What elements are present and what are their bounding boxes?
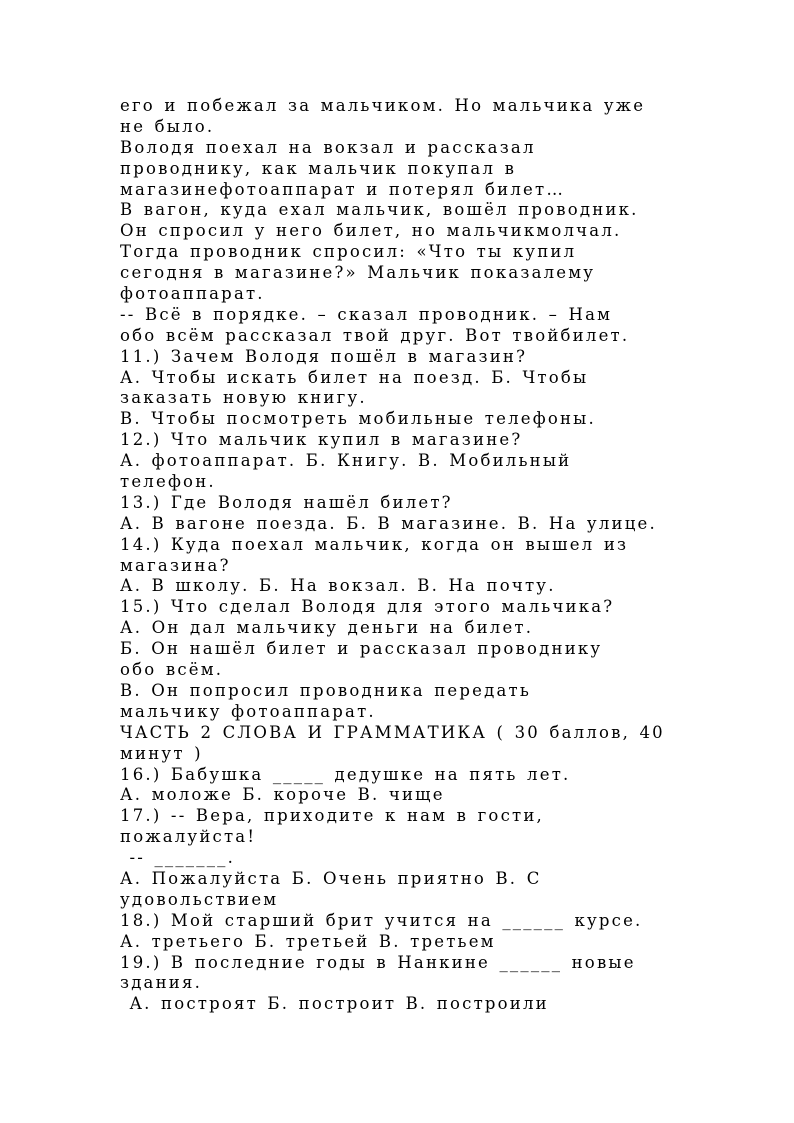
question-18: 18.) Мой старший брит учится на ______ курсе. <box>120 910 643 930</box>
question-17: 17.) -- Вера, приходите к нам в гости, <box>120 806 544 826</box>
question-14: магазина? <box>120 555 231 575</box>
question-14: 14.) Куда поехал мальчик, когда он вышел из <box>120 534 629 554</box>
answer-options: В. Он попросил проводника передать <box>120 680 532 700</box>
question-19: здания. <box>120 973 203 993</box>
document-body <box>120 96 690 1015</box>
answer-options: Б. Он нашёл билет и рассказал проводнику <box>120 639 603 659</box>
text-line: В вагон, куда ехал мальчик, вошёл проводник. <box>120 200 639 220</box>
answer-options: В. Чтобы посмотреть мобильные телефоны. <box>120 409 596 429</box>
answer-options: А. В школу. Б. На вокзал. В. На почту. <box>120 576 556 596</box>
question-19: 19.) В последние годы в Нанкине ______ новые <box>120 952 636 972</box>
question-11: 11.) Зачем Володя пошёл в магазин? <box>120 346 528 366</box>
question-16: 16.) Бабушка _____ дедушке на пять лет. <box>120 764 571 784</box>
text-line: магазинефотоаппарат и потерял билет… <box>120 179 566 199</box>
text-line: фотоаппарат. <box>120 284 265 304</box>
question-13: 13.) Где Володя нашёл билет? <box>120 492 453 512</box>
answer-options: А. третьего Б. третьей В. третьем <box>120 931 496 951</box>
answer-options: телефон. <box>120 472 216 492</box>
answer-options: мальчику фотоаппарат. <box>120 701 376 721</box>
text-line: Он спросил у него билет, но мальчикмолчал. <box>120 221 622 241</box>
answer-options: обо всём. <box>120 660 224 680</box>
text-line: Тогда проводник спросил: «Что ты купил <box>120 242 577 262</box>
question-17: пожалуйста! <box>120 827 257 847</box>
section-heading: ЧАСТЬ 2 СЛОВА И ГРАММАТИКА ( 30 баллов, 40 <box>120 722 665 742</box>
question-15: 15.) Что сделал Володя для этого мальчика? <box>120 597 615 617</box>
text-line: проводнику, как мальчик покупал в <box>120 158 517 178</box>
text-line: -- Всё в порядке. – сказал проводник. – Нам <box>120 304 613 324</box>
text-line: его и побежал за мальчиком. Но мальчика уже <box>120 96 646 115</box>
answer-options: А. построят Б. построит В. построили <box>120 994 549 1014</box>
text-line: обо всём рассказал твой друг. Вот твойбилет. <box>120 325 630 345</box>
question-17: -- _______. <box>120 848 236 868</box>
text-line: сегодня в магазине?» Мальчик показалему <box>120 263 596 283</box>
answer-options: А. фотоаппарат. Б. Книгу. В. Мобильный <box>120 451 572 471</box>
answer-options: А. Чтобы искать билет на поезд. Б. Чтобы <box>120 367 589 387</box>
text-line: Володя поехал на вокзал и рассказал <box>120 137 536 157</box>
answer-options: удовольствием <box>120 889 279 909</box>
section-heading: минут ) <box>120 743 203 763</box>
answer-options: заказать новую книгу. <box>120 388 367 408</box>
answer-options: А. В вагоне поезда. Б. В магазине. В. На улице. <box>120 513 657 533</box>
answer-options: А. Пожалуйста Б. Очень приятно В. С <box>120 868 542 888</box>
text-line: не было. <box>120 116 215 136</box>
question-12: 12.) Что мальчик купил в магазине? <box>120 430 523 450</box>
answer-options: А. моложе Б. короче В. чище <box>120 785 445 805</box>
answer-options: А. Он дал мальчику деньги на билет. <box>120 618 534 638</box>
